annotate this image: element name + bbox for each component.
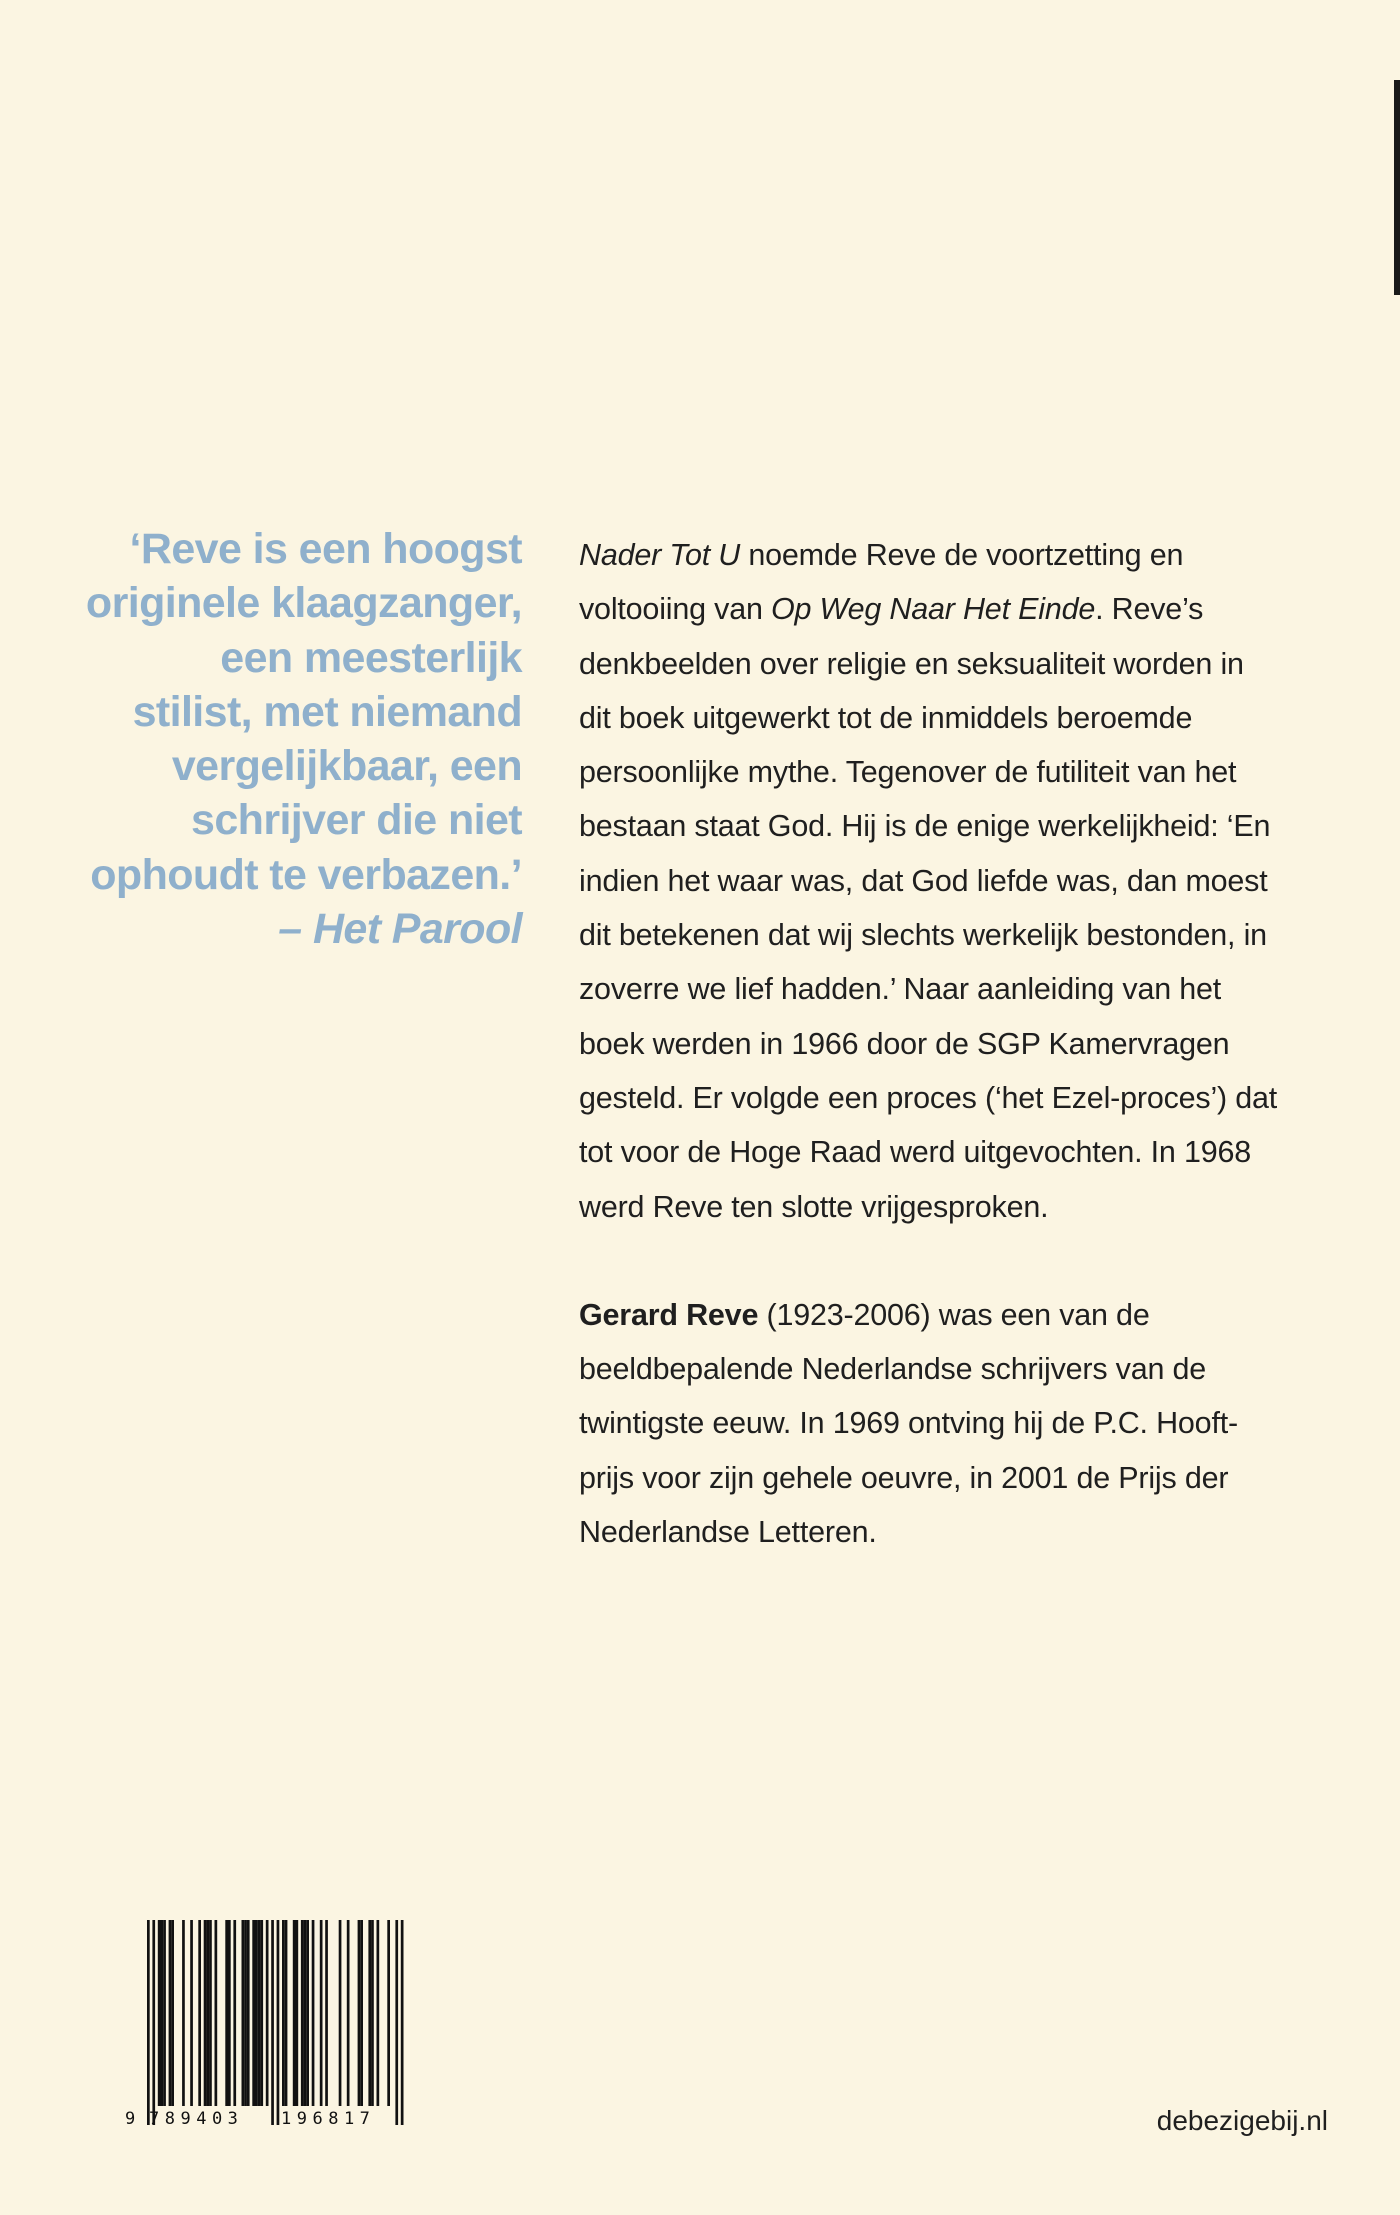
isbn-barcode: [125, 1920, 415, 2129]
barcode-bar: [282, 1920, 285, 2106]
barcode-bar: [228, 1920, 231, 2106]
barcode-bar: [147, 1920, 150, 2125]
description-text: noemde Reve de voortzetting en voltooiing van: [579, 538, 1184, 627]
quote-line: ophoudt te verbazen.’: [90, 850, 522, 899]
spine-mark: [1394, 80, 1400, 295]
barcode-bar: [161, 1920, 164, 2106]
barcode-bar: [304, 1920, 307, 2106]
barcode-bar: [247, 1920, 250, 2106]
barcode-digits: [125, 2109, 415, 2131]
barcode-bar: [266, 1920, 269, 2106]
bio-text: (1923-2006) was een van de beeldbepalende Nederlandse schrijvers van de twintigste eeuw. In 1969 ontving hij de P.C. Hooft-prijs voor zijn gehele oeuvre, in 2001 de Prijs der Nederlandse Letteren.: [579, 1297, 1238, 1550]
quote-line: schrijver die niet: [191, 796, 522, 845]
barcode-digits-right: 196817: [281, 2109, 376, 2129]
quote-line: originele klaagzanger,: [85, 579, 522, 628]
barcode-bar: [255, 1920, 258, 2106]
barcode-bar: [169, 1920, 172, 2106]
barcode-bar: [312, 1920, 315, 2106]
barcode-bar: [252, 1920, 255, 2106]
barcode-bar: [158, 1920, 161, 2106]
barcode-bar: [347, 1920, 350, 2106]
barcode-bar: [271, 1920, 274, 2125]
barcode-bar: [387, 1920, 390, 2106]
quote-line: een meesterlijk: [220, 633, 522, 682]
description-paragraph: [579, 528, 1279, 1234]
barcode-bar: [260, 1920, 263, 2106]
barcode-bar: [395, 1920, 398, 2125]
barcode-bar: [306, 1920, 309, 2106]
barcode-bar: [244, 1920, 247, 2106]
barcode-bar: [296, 1920, 299, 2106]
barcode-bar: [215, 1920, 218, 2106]
barcode-bar: [277, 1920, 280, 2125]
barcode-bar: [171, 1920, 174, 2106]
barcode-bar: [358, 1920, 361, 2106]
quote-line: stilist, met niemand: [132, 687, 522, 736]
barcode-bar: [209, 1920, 212, 2106]
barcode-bar: [377, 1920, 380, 2106]
author-bio: [579, 1288, 1279, 1559]
barcode-bar: [233, 1920, 236, 2106]
barcode-bar: [182, 1920, 185, 2106]
barcode-bar: [242, 1920, 245, 2106]
barcode-bar: [163, 1920, 166, 2106]
barcode-bar: [285, 1920, 288, 2106]
book-description: [579, 528, 1279, 1559]
publisher-website[interactable]: debezigebij.nl: [1156, 2105, 1328, 2136]
description-text: . Reve’s denkbeelden over religie en seksualiteit worden in dit boek uitgewerkt tot de inmiddels beroemde persoonlijke mythe. Tegenover de futiliteit van het bestaan staat God. Hij is de enige werkelijkheid: ‘En indien het waar was, dat God liefde was, dan moest dit betekenen dat wij slechts werkelijk bestonden, in zoverre we lief hadden.’ Naar aanleiding van het boek werden in 1966 door de SGP Kamervragen gesteld. Er volgde een proces (‘het Ezel-proces’) dat tot voor de Hoge Raad werd uitgevochten. In 1968 werd Reve ten slotte vrijgesproken.: [579, 592, 1278, 1224]
related-book-title: Op Weg Naar Het Einde: [771, 592, 1096, 627]
barcode-bar: [320, 1920, 323, 2106]
barcode-bar: [206, 1920, 209, 2106]
barcode-bar: [325, 1920, 328, 2106]
book-title: Nader Tot U: [579, 538, 741, 572]
barcode-bar: [360, 1920, 363, 2106]
barcode-bar: [368, 1920, 371, 2106]
barcode-bar: [198, 1920, 201, 2106]
barcode-bar: [225, 1920, 228, 2106]
barcode-bars: [125, 1920, 415, 2125]
barcode-digits-left: 789403: [149, 2109, 244, 2129]
barcode-bar: [301, 1920, 304, 2106]
barcode-bar: [190, 1920, 193, 2106]
barcode-bar: [293, 1920, 296, 2106]
press-quote: [40, 522, 522, 956]
barcode-bar: [152, 1920, 155, 2125]
barcode-bar: [258, 1920, 261, 2106]
barcode-bar: [401, 1920, 404, 2125]
author-name: Gerard Reve: [579, 1297, 759, 1332]
quote-source: – Het Parool: [278, 905, 522, 954]
barcode-digit-prefix: 9: [125, 2109, 136, 2129]
barcode-bar: [204, 1920, 207, 2106]
quote-line: vergelijkbaar, een: [171, 742, 522, 791]
barcode-bar: [339, 1920, 342, 2106]
barcode-bar: [371, 1920, 374, 2106]
quote-line: ‘Reve is een hoogst: [129, 525, 522, 573]
